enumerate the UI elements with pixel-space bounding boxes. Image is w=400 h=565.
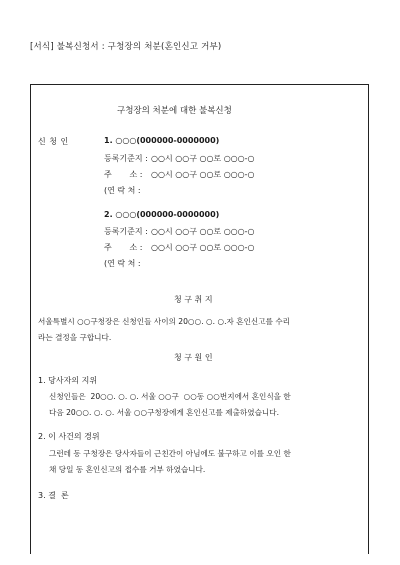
section-3-heading: 3. 결 론 — [38, 491, 69, 500]
reason-heading: 청 구 원 인 — [174, 353, 213, 362]
applicant-1-contact: (연 락 처 : — [104, 186, 141, 195]
applicant-2-name: 2. ○○○(000000-0000000) — [104, 210, 220, 219]
section-1-heading: 1. 당사자의 지위 — [38, 376, 98, 385]
applicant-label: 신 청 인 — [38, 137, 69, 146]
section-2-heading: 2. 이 사건의 경위 — [38, 432, 100, 441]
applicant-2-registry-label: 등록기준지 : — [104, 227, 148, 236]
section-1-line-2: 다음 20○○. ○. ○. 서울 ○○구청장에게 혼인신고를 제출하였습니다. — [49, 408, 280, 417]
document-title: 구청장의 처분에 대한 불복신청 — [117, 106, 232, 116]
form-caption: [서식] 불복신청서 : 구청장의 처분(혼인신고 거부) — [30, 42, 222, 52]
applicant-2-address-label: 주 소 : — [104, 243, 143, 252]
applicant-2-contact: (연 락 처 : — [104, 259, 141, 268]
purpose-line-2: 라는 결정을 구합니다. — [38, 333, 112, 342]
section-1-line-1: 신청인들은 20○○. ○. ○. 서울 ○○구 ○○동 ○○번지에서 혼인식을 한 — [49, 392, 291, 401]
applicant-1-address-label: 주 소 : — [104, 170, 143, 179]
purpose-heading: 청 구 취 지 — [174, 295, 213, 304]
applicant-1-address-value: ○○시 ○○구 ○○로 ○○○-○ — [151, 170, 255, 179]
applicant-1-registry-value: ○○시 ○○구 ○○로 ○○○-○ — [151, 154, 255, 163]
applicant-2-registry-value: ○○시 ○○구 ○○로 ○○○-○ — [151, 227, 255, 236]
applicant-2-address-value: ○○시 ○○구 ○○로 ○○○-○ — [151, 243, 255, 252]
applicant-1-registry-label: 등록기준지 : — [104, 154, 148, 163]
section-2-line-2: 채 당일 동 혼인신고의 접수를 거부 하였습니다. — [49, 465, 206, 474]
applicant-1-name: 1. ○○○(000000-0000000) — [104, 136, 220, 145]
section-2-line-1: 그런데 동 구청장은 당사자들이 근친간이 아님에도 불구하고 이를 오인 한 — [49, 449, 291, 458]
purpose-line-1: 서울특별시 ○○구청장은 신청인들 사이의 20○○. ○. ○.자 혼인신고를 수리 — [38, 317, 291, 326]
